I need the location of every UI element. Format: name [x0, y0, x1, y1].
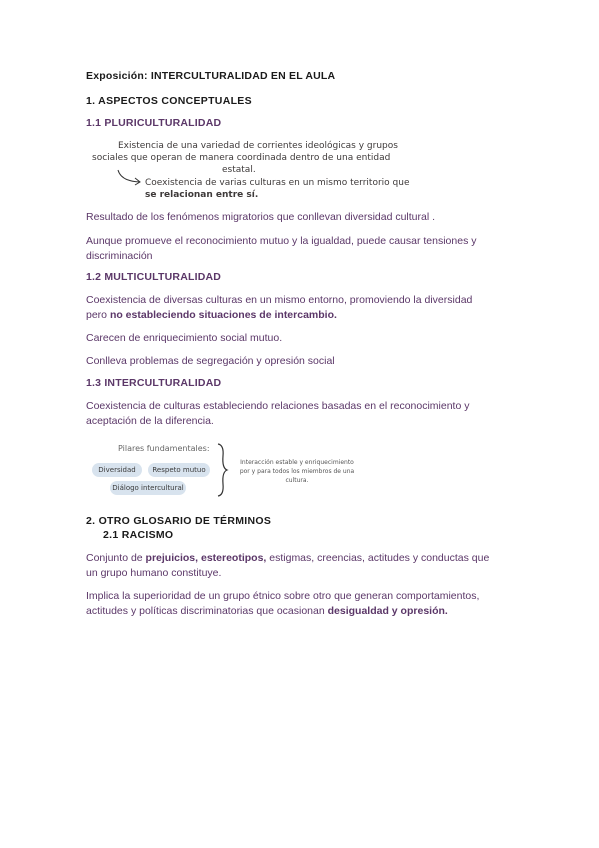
text-run: estigmas, creencias, actitudes y conductas que — [266, 552, 490, 564]
handwritten-note-line: estatal. — [222, 165, 256, 175]
handwritten-note-line: sociales que operan de manera coordinada dentro de una entidad — [92, 153, 391, 163]
paragraph: Implica la superioridad de un grupo étnico sobre otro que generan comportamientos, — [86, 590, 480, 602]
handwritten-note-title: Pilares fundamentales: — [118, 444, 210, 453]
text-run: pero — [86, 309, 110, 321]
text-run: actitudes y políticas discriminatorias que ocasionan — [86, 605, 328, 617]
curly-brace-icon — [215, 442, 229, 498]
paragraph: Conlleva problemas de segregación y opresión social — [86, 355, 335, 367]
handwritten-note-line: Existencia de una variedad de corrientes ideológicas y grupos — [118, 141, 398, 151]
bold-text: desigualdad y opresión. — [327, 605, 448, 617]
handwritten-note-line: Coexistencia de varias culturas en un mismo territorio que — [145, 178, 410, 188]
section-heading-conceptual: 1. ASPECTOS CONCEPTUALES — [86, 95, 252, 107]
paragraph — [86, 551, 489, 566]
paragraph: Coexistencia de culturas estableciendo relaciones basadas en el reconocimiento y — [86, 400, 470, 412]
subheading-multiculturalidad: 1.2 MULTICULTURALIDAD — [86, 271, 222, 283]
handwritten-note-line: se relacionan entre sí. — [145, 190, 259, 200]
paragraph: aceptación de la diferencia. — [86, 415, 214, 427]
paragraph: Resultado de los fenómenos migratorios que conllevan diversidad cultural . — [86, 211, 436, 223]
pill-dialogo-intercultural: Diálogo intercultural — [110, 481, 186, 495]
paragraph: Carecen de enriquecimiento social mutuo. — [86, 332, 283, 344]
handwritten-note-line: Interacción estable y enriquecimiento — [240, 459, 354, 466]
subheading-pluriculturalidad: 1.1 PLURICULTURALIDAD — [86, 117, 222, 129]
bold-text: no estableciendo situaciones de intercambio. — [109, 309, 337, 321]
handwritten-note-line: cultura. — [285, 477, 309, 484]
curved-arrow-icon — [115, 167, 143, 187]
paragraph — [86, 308, 337, 323]
section-heading-glossary: 2. OTRO GLOSARIO DE TÉRMINOS — [86, 515, 272, 527]
paragraph — [86, 604, 448, 619]
text-run: Conjunto de — [86, 552, 146, 564]
handwritten-note-line: por y para todos los miembros de una — [239, 468, 355, 475]
subheading-interculturalidad: 1.3 INTERCULTURALIDAD — [86, 377, 222, 389]
pill-respeto-mutuo: Respeto mutuo — [148, 463, 210, 477]
pill-diversidad: Diversidad — [92, 463, 142, 477]
paragraph: un grupo humano constituye. — [86, 567, 222, 579]
paragraph: Coexistencia de diversas culturas en un mismo entorno, promoviendo la diversidad — [86, 294, 473, 306]
bold-text: prejuicios, estereotipos, — [145, 552, 267, 564]
paragraph: Aunque promueve el reconocimiento mutuo y la igualdad, puede causar tensiones y — [86, 235, 477, 247]
paragraph: discriminación — [86, 250, 153, 262]
document-title: Exposición: INTERCULTURALIDAD EN EL AULA — [86, 70, 336, 82]
subheading-racismo: 2.1 RACISMO — [103, 529, 174, 541]
